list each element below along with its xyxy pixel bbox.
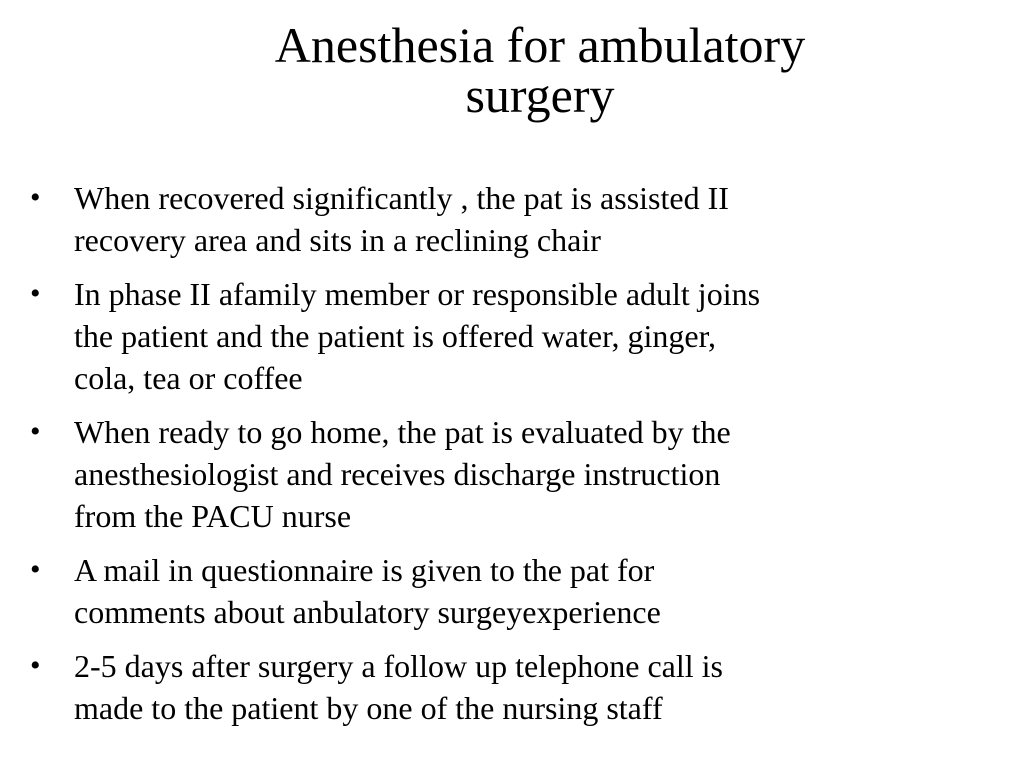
bullet-item — [30, 645, 990, 729]
bullet-icon: • — [30, 181, 41, 214]
bullet-line: the patient and the patient is offered water, ginger, — [74, 318, 716, 354]
bullet-text — [74, 549, 990, 633]
bullet-icon: • — [30, 553, 41, 586]
bullet-text — [74, 645, 990, 729]
bullet-text — [74, 177, 990, 261]
bullet-item — [30, 549, 990, 633]
bullet-line: 2-5 days after surgery a follow up telephone call is — [74, 648, 723, 684]
bullet-icon: • — [30, 415, 41, 448]
slide-title-line: surgery — [465, 67, 615, 123]
bullet-item — [30, 177, 990, 261]
bullet-text — [74, 411, 990, 537]
bullet-line: In phase II afamily member or responsible adult joins — [74, 276, 761, 312]
bullet-line: recovery area and sits in a reclining chair — [74, 222, 601, 258]
bullet-line: made to the patient by one of the nursing staff — [74, 690, 663, 726]
bullet-line: When recovered significantly , the pat is assisted II — [74, 180, 729, 216]
slide-title — [130, 17, 950, 123]
bullet-list — [30, 177, 990, 741]
bullet-line: When ready to go home, the pat is evaluated by the — [74, 414, 731, 450]
slide-title-line: Anesthesia for ambulatory — [274, 17, 806, 73]
bullet-item — [30, 273, 990, 399]
bullet-line: anesthesiologist and receives discharge instruction — [74, 456, 721, 492]
bullet-item — [30, 411, 990, 537]
bullet-icon: • — [30, 649, 41, 682]
bullet-text — [74, 273, 990, 399]
bullet-line: cola, tea or coffee — [74, 360, 303, 396]
bullet-line: from the PACU nurse — [74, 498, 352, 534]
bullet-line: A mail in questionnaire is given to the pat for — [74, 552, 655, 588]
bullet-line: comments about anbulatory surgeyexperience — [74, 594, 661, 630]
bullet-icon: • — [30, 277, 41, 310]
